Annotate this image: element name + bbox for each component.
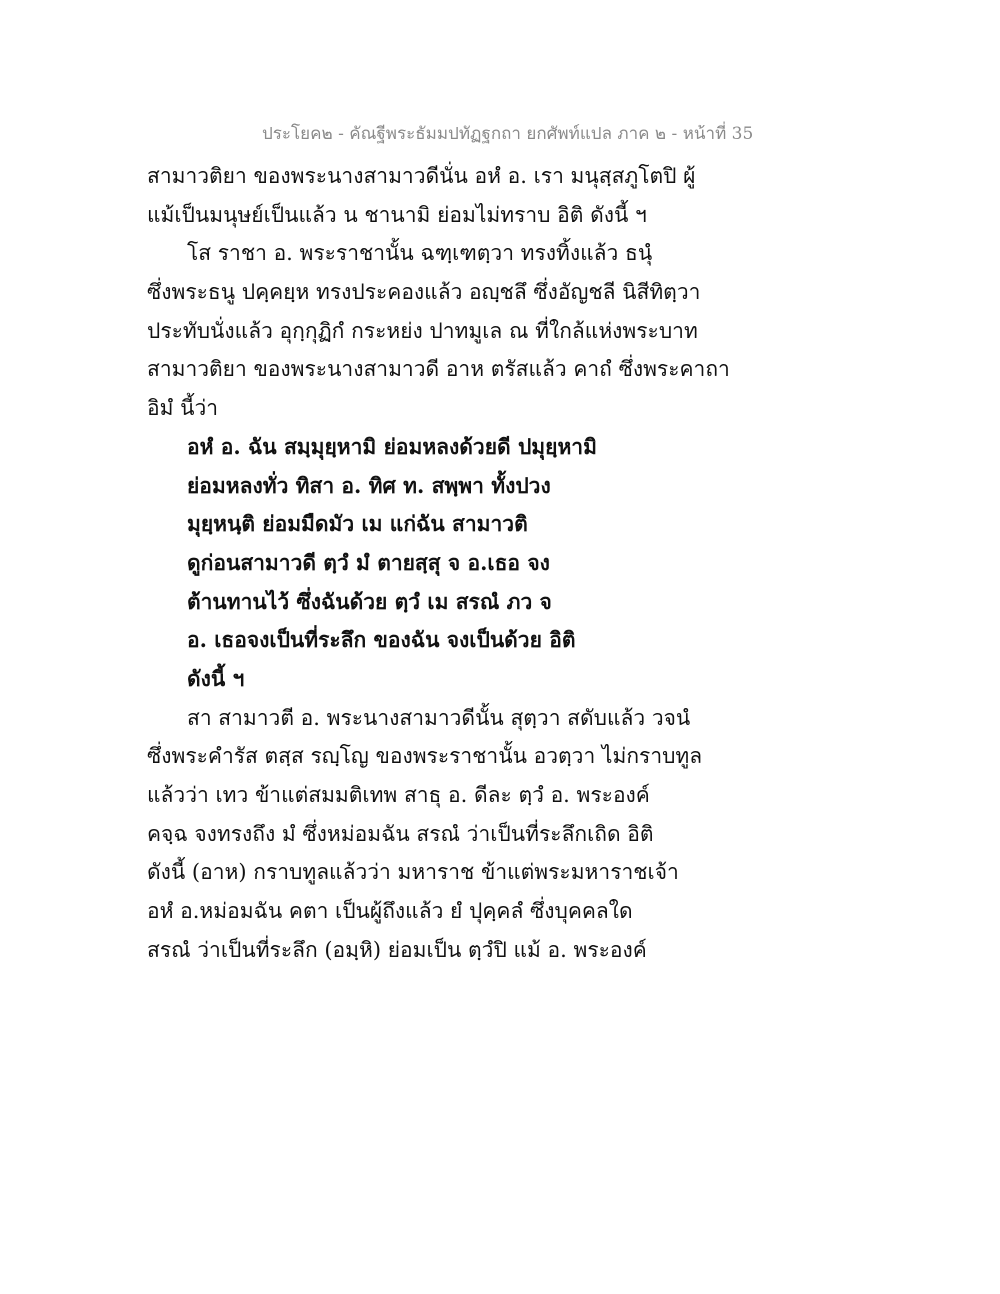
text-line: ซึ่งพระคำรัส ตสฺส รญฺโญ ของพระราชานั้น อวตฺวา ไม่กราบทูล (147, 744, 703, 769)
verse-line: อหํ อ. ฉัน สมฺมุยฺหามิ ย่อมหลงด้วยดี ปมุยฺหามิ (187, 433, 597, 459)
text-line: ดังนี้ (อาห) กราบทูลแล้วว่า มหาราช ข้าแต่พระมหาราชเจ้า (147, 860, 679, 885)
text-line: ซึ่งพระธนู ปคฺคยฺห ทรงประคองแล้ว อญฺชลึ ซึ่งอัญชลี นิสีทิตฺวา (147, 280, 701, 305)
paragraph-first-line: สา สามาวตี อ. พระนางสามาวดีนั้น สุตฺวา สดับแล้ว วจนํ (187, 705, 691, 730)
verse-line: อ. เธอจงเป็นที่ระลึก ของฉัน จงเป็นด้วย อิติ (187, 627, 576, 653)
verse-line: มุยฺหนฺติ ย่อมมืดมัว เม แก่ฉัน สามาวติ (187, 511, 528, 537)
body-text (147, 157, 730, 969)
verse-line: ต้านทานไว้ ซึ่งฉันด้วย ตฺวํ เม สรณํ ภว จ (187, 588, 552, 614)
text-line: สามาวติยา ของพระนางสามาวดี อาห ตรัสแล้ว คาถํ ซึ่งพระคาถา (147, 357, 730, 382)
text-line: สรณํ ว่าเป็นที่ระลึก (อมฺหิ) ย่อมเป็น ตฺวํปิ แม้ อ. พระองค์ (147, 937, 647, 962)
verse-line: ย่อมหลงทั่ว ทิสา อ. ทิศ ท. สพฺพา ทั้งปวง (187, 472, 551, 498)
text-line: สามาวติยา ของพระนางสามาวดีนั่น อหํ อ. เรา มนุสฺสภูโตปิ ผู้ (147, 164, 696, 188)
text-line: ประทับนั่งแล้ว อุกฺกุฏิกํ กระหย่ง ปาทมูเล ณ ที่ใกล้แห่งพระบาท (147, 318, 698, 343)
paragraph-first-line: โส ราชา อ. พระราชานั้น ฉฑฺเฑตฺวา ทรงทิ้งแล้ว ธนุํ (187, 241, 653, 266)
running-header: ประโยค๒ - คัณฐีพระธัมมปทัฏฐกถา ยกศัพท์แปล ภาค ๒ - หน้าที่ 35 (262, 124, 754, 144)
verse-line: ดังนี้ ฯ (187, 665, 245, 691)
text-line: คจฺฉ จงทรงถึง มํ ซึ่งหม่อมฉัน สรณํ ว่าเป็นที่ระลึกเถิด อิติ (147, 821, 654, 846)
verse-line: ดูก่อนสามาวดี ตฺวํ มํ ตายสฺสุ จ อ.เธอ จง (187, 549, 550, 575)
text-line: อิมํ นี้ว่า (147, 396, 219, 421)
text-line: แม้เป็นมนุษย์เป็นแล้ว น ชานามิ ย่อมไม่ทราบ อิติ ดังนี้ ฯ (147, 202, 647, 227)
text-line: อหํ อ.หม่อมฉัน คตา เป็นผู้ถึงแล้ว ยํ ปุคฺคลํ ซึ่งบุคคลใด (147, 899, 633, 924)
text-line: แล้วว่า เทว ข้าแต่สมมติเทพ สาธุ อ. ดีละ ตฺวํ อ. พระองค์ (147, 783, 650, 807)
